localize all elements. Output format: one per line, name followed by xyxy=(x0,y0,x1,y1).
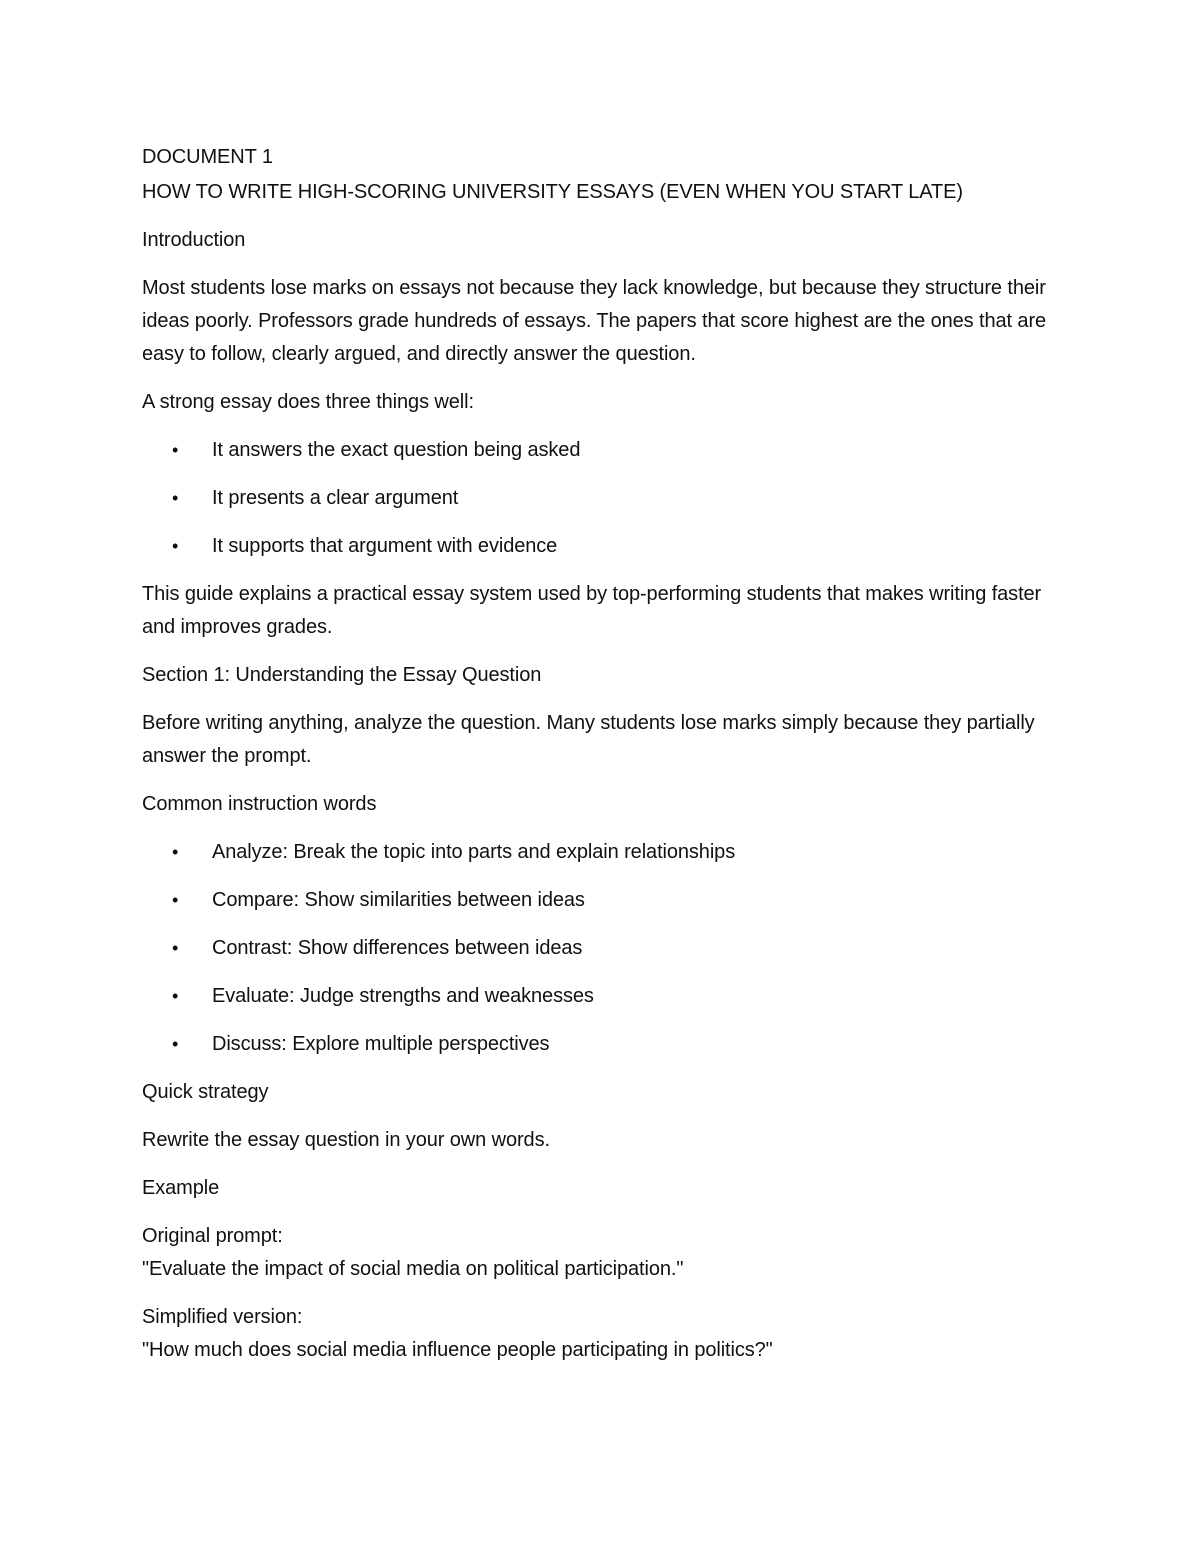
instruction-words-heading: Common instruction words xyxy=(142,793,377,815)
bullet-icon: • xyxy=(172,890,179,910)
original-prompt-label: Original prompt: xyxy=(142,1225,283,1247)
bullet-icon: • xyxy=(172,536,179,556)
document-label: DOCUMENT 1 xyxy=(142,146,273,168)
list-item xyxy=(142,1028,1062,1061)
intro-paragraph: Most students lose marks on essays not because they lack knowledge, but because they structure their ideas poorly. Professors grade hundreds of essays. The papers that score highest are the ones that are easy to follow, clearly argued, and directly answer the question. xyxy=(142,277,1047,365)
bullet-icon: • xyxy=(172,938,179,958)
bullet-icon: • xyxy=(172,488,179,508)
bullet-icon: • xyxy=(172,1034,179,1054)
list-item-text: Compare: Show similarities between ideas xyxy=(212,889,585,911)
quick-strategy-text: Rewrite the essay question in your own words. xyxy=(142,1129,550,1151)
list-item xyxy=(142,932,1062,965)
example-heading: Example xyxy=(142,1177,220,1199)
intro-heading: Introduction xyxy=(142,229,246,251)
list-item-text: It supports that argument with evidence xyxy=(212,535,558,557)
bullet-icon: • xyxy=(172,986,179,1006)
simplified-label: Simplified version: xyxy=(142,1306,303,1328)
list-item xyxy=(142,482,1062,515)
document-body xyxy=(142,141,1062,1382)
list-item-text: Contrast: Show differences between ideas xyxy=(212,937,583,959)
original-prompt-text: "Evaluate the impact of social media on political participation." xyxy=(142,1258,684,1280)
list-item-text: Discuss: Explore multiple perspectives xyxy=(212,1033,550,1055)
strong-essay-lead: A strong essay does three things well: xyxy=(142,391,474,413)
list-item-text: It presents a clear argument xyxy=(212,487,459,509)
document-title: HOW TO WRITE HIGH-SCORING UNIVERSITY ESSAYS (EVEN WHEN YOU START LATE) xyxy=(142,181,963,203)
list-item xyxy=(142,434,1062,467)
quick-strategy-heading: Quick strategy xyxy=(142,1081,269,1103)
bullet-icon: • xyxy=(172,440,179,460)
list-item-text: It answers the exact question being asked xyxy=(212,439,581,461)
list-item xyxy=(142,836,1062,869)
guide-paragraph: This guide explains a practical essay system used by top-performing students that makes writing faster and improves grades. xyxy=(142,583,1042,638)
list-item-text: Analyze: Break the topic into parts and explain relationships xyxy=(212,841,736,863)
list-item xyxy=(142,980,1062,1013)
section1-paragraph: Before writing anything, analyze the question. Many students lose marks simply because they partially answer the prompt. xyxy=(142,712,1035,767)
section1-heading: Section 1: Understanding the Essay Question xyxy=(142,664,542,686)
simplified-text: "How much does social media influence people participating in politics?" xyxy=(142,1339,773,1361)
bullet-icon: • xyxy=(172,842,179,862)
list-item-text: Evaluate: Judge strengths and weaknesses xyxy=(212,985,594,1007)
list-item xyxy=(142,530,1062,563)
instruction-words-list xyxy=(142,836,1062,1061)
strong-essay-list xyxy=(142,434,1062,563)
list-item xyxy=(142,884,1062,917)
